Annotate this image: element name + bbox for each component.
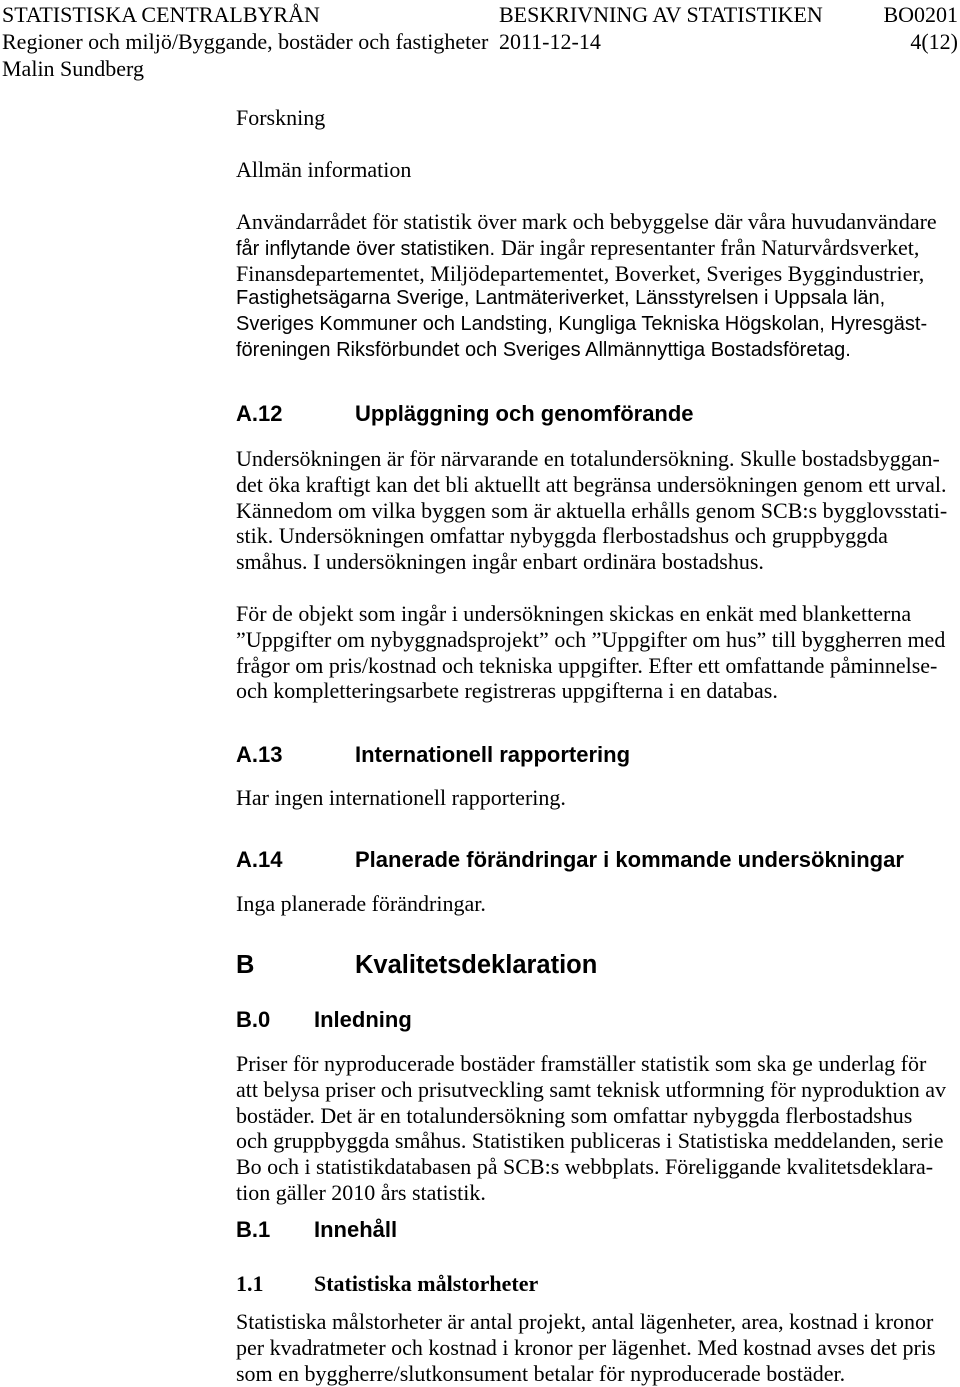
- paragraph: [236, 601, 945, 704]
- text-line: och gruppbyggda småhus. Statistiken publiceras i Statistiska meddelanden, serie: [236, 1128, 944, 1154]
- section-heading: [236, 847, 904, 873]
- header-row: [2, 55, 958, 82]
- section-heading-research: Forskning: [236, 105, 326, 130]
- text-line: Statistiska målstorheter är antal projekt, antal lägenheter, area, kostnad i kronor: [236, 1309, 934, 1334]
- section-title: Planerade förändringar i kommande undersökningar: [355, 847, 904, 872]
- text-segment: får inflytande över statistiken.: [236, 237, 496, 260]
- section-number: B.1: [236, 1217, 271, 1242]
- header-document-type: BESKRIVNING AV STATISTIKEN: [499, 2, 823, 27]
- section-title: Inledning: [314, 1007, 412, 1032]
- header-row: [2, 1, 958, 28]
- header-department: Regioner och miljö/Byggande, bostäder och fastigheter: [2, 29, 489, 54]
- header-document-code: BO0201: [883, 2, 958, 27]
- text-line: per kvadratmeter och kostnad i kronor per lägenhet. Med kostnad avses det pris: [236, 1334, 936, 1360]
- header-organization: STATISTISKA CENTRALBYRÅN: [2, 2, 320, 27]
- page-header: [2, 1, 958, 82]
- text-line: småhus. I undersökningen ingår enbart ordinära bostadshus.: [236, 549, 764, 575]
- section-heading: [236, 401, 694, 427]
- header-author: Malin Sundberg: [2, 56, 144, 81]
- text-segment: Där ingår representanter från Naturvårdsverket,: [501, 234, 920, 260]
- paragraph: [236, 785, 566, 811]
- text-line: ”Uppgifter om nybyggnadsprojekt” och ”Uppgifter om hus” till byggherren med: [236, 626, 946, 652]
- chapter-number: B: [236, 951, 255, 979]
- text-line: stik. Undersökningen omfattar nybyggda flerbostadshus och gruppbyggda: [236, 523, 888, 549]
- section-heading: [236, 742, 630, 768]
- text-line: och kompletteringsarbete registreras uppgifterna i en databas.: [236, 678, 778, 704]
- text-line: bostäder. Det är en totalundersökning som omfattar nybyggda flerbostadshus: [236, 1102, 913, 1128]
- section-heading: [236, 1007, 412, 1033]
- subheading-general-information: Allmän information: [236, 157, 412, 182]
- paragraph: [236, 1309, 936, 1386]
- header-date: 2011-12-14: [499, 29, 601, 54]
- text-line: föreningen Riksförbundet och Sveriges Allmännyttiga Bostadsföretag.: [236, 338, 851, 361]
- section-title: Innehåll: [314, 1217, 398, 1242]
- paragraph: [236, 1051, 946, 1206]
- text-line: Har ingen internationell rapportering.: [236, 785, 566, 810]
- text-line: För de objekt som ingår i undersökningen skickas en enkät med blanketterna: [236, 601, 912, 626]
- text-line: [236, 235, 937, 261]
- paragraph: [236, 446, 947, 575]
- text-line: Inga planerade förändringar.: [236, 891, 486, 916]
- section-title: Internationell rapportering: [355, 742, 631, 767]
- text-line: Bo och i statistikdatabasen på SCB:s webbplats. Föreliggande kvalitetsdeklara-: [236, 1154, 934, 1180]
- paragraph: [236, 891, 486, 917]
- text-line: frågor om pris/kostnad och tekniska uppgifter. Efter ett omfattande påminnelse-: [236, 652, 938, 678]
- section-number: B.0: [236, 1007, 271, 1032]
- text-line: Användarrådet för statistik över mark och bebyggelse där våra huvudanvändare: [236, 209, 937, 234]
- section-number: A.12: [236, 401, 283, 426]
- header-row: [2, 28, 958, 55]
- text-line: det öka kraftigt kan det bli aktuellt att begränsa undersökningen genom ett urval.: [236, 471, 947, 497]
- section-number: A.14: [236, 847, 283, 872]
- chapter-heading: [236, 950, 597, 980]
- paragraph-user-council: [236, 209, 937, 364]
- section-number: A.13: [236, 742, 283, 767]
- subsection-heading: [236, 1271, 538, 1297]
- text-line: Priser för nyproducerade bostäder framställer statistik som ska ge underlag för: [236, 1051, 927, 1076]
- text-line: Kännedom om vilka byggen som är aktuella erhålls genom SCB:s bygglovsstati-: [236, 497, 948, 523]
- subsection-title: Statistiska målstorheter: [314, 1271, 539, 1296]
- text-line: Finansdepartementet, Miljödepartementet, Boverket, Sveriges Byggindustrier,: [236, 260, 925, 286]
- text-line: tion gäller 2010 års statistik.: [236, 1179, 486, 1205]
- subsection-number: 1.1: [236, 1271, 264, 1296]
- text-line: att belysa priser och prisutveckling samt teknisk utformning för nyproduktion av: [236, 1076, 946, 1102]
- text-line: som en byggherre/slutkonsument betalar för nyproducerade bostäder.: [236, 1360, 846, 1386]
- header-page-number: 4(12): [910, 29, 958, 54]
- section-heading: [236, 1217, 397, 1243]
- text-line: Fastighetsägarna Sverige, Lantmäteriverket, Länsstyrelsen i Uppsala län,: [236, 287, 886, 310]
- text-line: Undersökningen är för närvarande en totalundersökning. Skulle bostadsbyggan-: [236, 446, 940, 471]
- section-title: Uppläggning och genomförande: [355, 401, 694, 426]
- chapter-title: Kvalitetsdeklaration: [355, 951, 598, 979]
- text-line: Sveriges Kommuner och Landsting, Kungliga Tekniska Högskolan, Hyresgäst-: [236, 313, 928, 336]
